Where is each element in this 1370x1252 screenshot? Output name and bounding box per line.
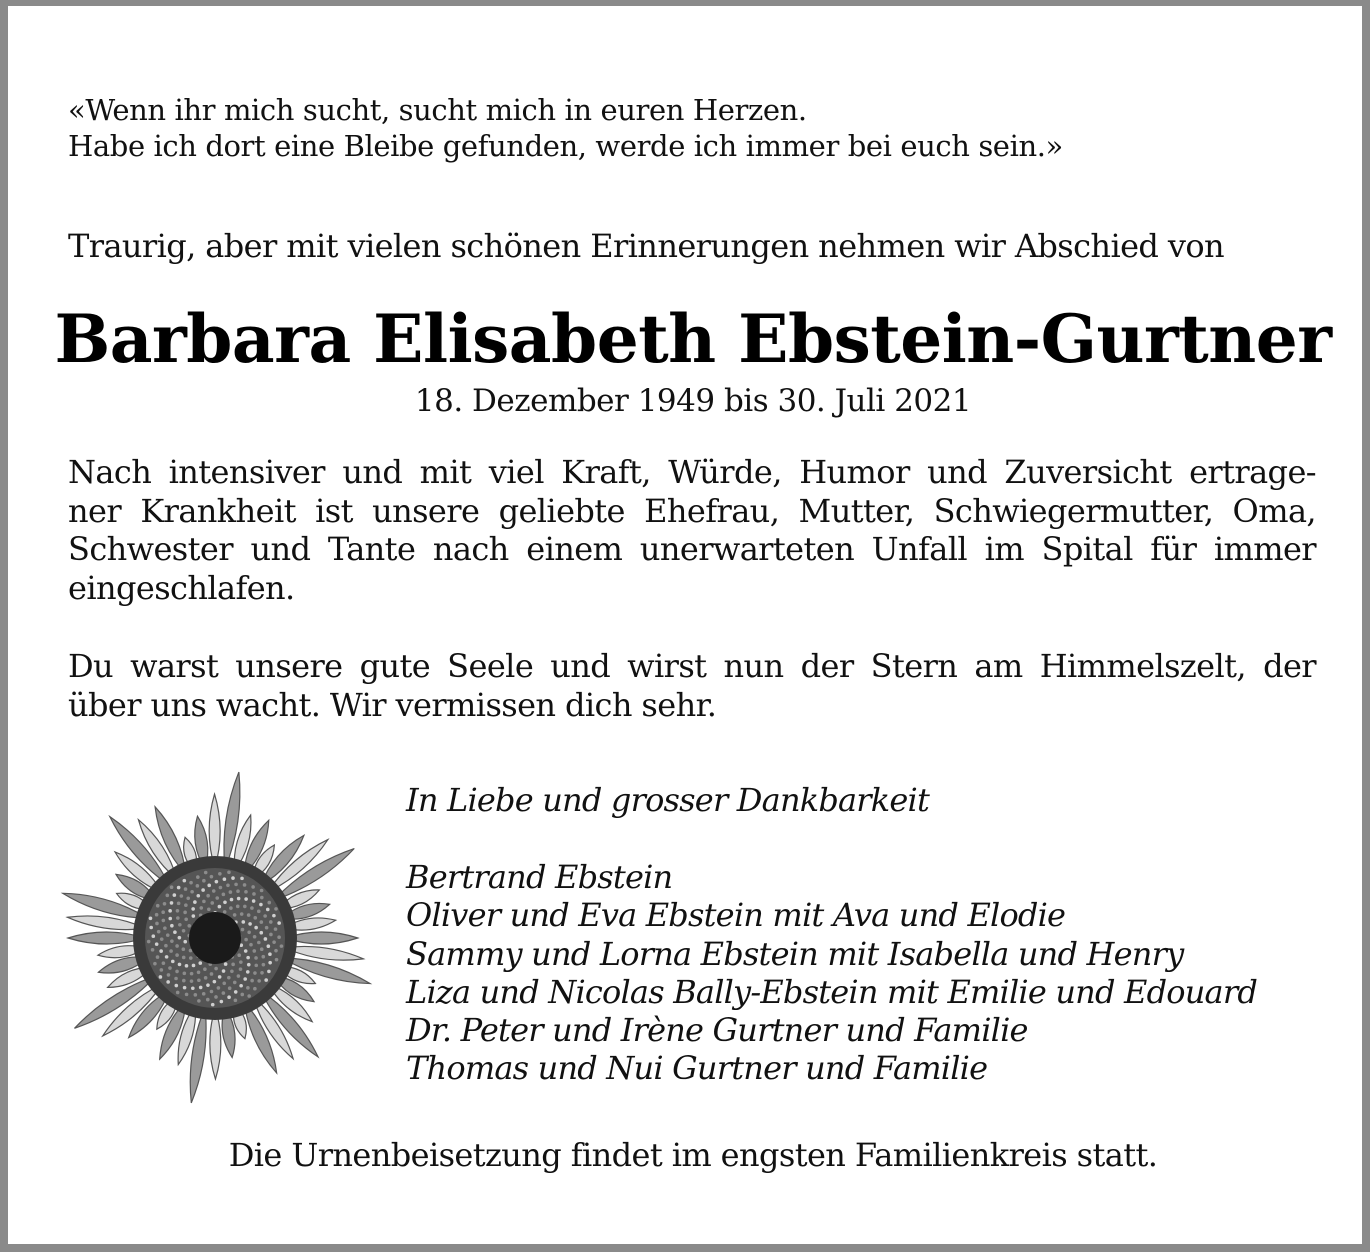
sunflower-seed <box>275 958 279 962</box>
signoff-text: In Liebe und grosser Dankbarkeit <box>406 781 930 819</box>
mourner-name: Liza und Nicolas Bally-Ebstein mit Emilie und Edouard <box>406 972 1258 1011</box>
sunflower-seed <box>230 898 234 902</box>
sunflower-seed <box>227 995 231 999</box>
sunflower-seed <box>237 897 241 901</box>
mourner-name: Thomas und Nui Gurtner und Familie <box>406 1049 988 1088</box>
sunflower-seed <box>274 927 278 931</box>
sunflower-seed <box>260 896 264 900</box>
sunflower-seed <box>174 977 178 981</box>
sunflower-seed <box>222 991 226 995</box>
sunflower-seed <box>272 914 276 918</box>
sunflower-seed <box>183 879 187 883</box>
sunflower-seed <box>249 943 253 947</box>
sunflower-seed <box>168 909 172 913</box>
sunflower-seed <box>192 964 196 968</box>
sunflower-seed <box>162 919 166 923</box>
sunflower-seed <box>259 931 263 935</box>
sunflower-seed <box>240 912 244 916</box>
sunflower-seed <box>268 961 272 965</box>
sunflower-seed <box>222 981 226 985</box>
sunflower-seed <box>242 920 246 924</box>
sunflower-seed <box>253 916 257 920</box>
sunflower-seed <box>231 876 235 880</box>
sunflower-seed <box>267 901 271 905</box>
sunflower-seed <box>233 913 237 917</box>
sunflower-seed <box>231 963 235 967</box>
sunflower-seed <box>160 937 164 941</box>
sunflower-seed <box>251 885 255 889</box>
sunflower-seed <box>191 986 195 990</box>
sunflower-seed <box>248 922 252 926</box>
sunflower-seed <box>210 972 214 976</box>
sunflower-seed <box>153 962 157 966</box>
sunflower-seed <box>234 990 238 994</box>
sunflower-seed <box>210 901 214 905</box>
sunflower-seed <box>215 896 219 900</box>
sunflower-seed <box>246 986 250 990</box>
sunflower-seed <box>155 942 159 946</box>
sunflower-seed <box>227 870 231 874</box>
sunflower-seed <box>218 975 222 979</box>
sunflower-seed <box>190 972 194 976</box>
sunflower-seed <box>223 910 227 914</box>
paragraph-line: Du warst unsere gute Seele und wirst nun der Stern am Himmelszelt, der <box>68 647 1316 685</box>
sunflower-seed <box>164 944 168 948</box>
sunflower-seed <box>159 975 163 979</box>
sunflower-seed <box>163 926 167 930</box>
sunflower-seed <box>168 966 172 970</box>
sunflower-seed <box>233 981 237 985</box>
sunflower-seed <box>224 962 228 966</box>
sunflower-seed <box>193 900 197 904</box>
sunflower-seed <box>222 969 226 973</box>
sunflower-seed <box>203 967 207 971</box>
sunflower-seed <box>166 933 170 937</box>
sunflower-seed <box>222 893 226 897</box>
sunflower-seed <box>184 887 188 891</box>
tribute-paragraph <box>68 453 1316 607</box>
mourner-name: Sammy und Lorna Ebstein mit Isabella und Henry <box>406 934 1184 973</box>
paragraph-line: Nach intensiver und mit viel Kraft, Würde, Humor und Zuversicht ertrage- <box>68 453 1316 491</box>
paragraph-line: über uns wacht. Wir vermissen dich sehr. <box>68 685 717 724</box>
sunflower-seed <box>177 886 181 890</box>
sunflower-seed <box>247 913 251 917</box>
sunflower-seed <box>176 991 180 995</box>
sunflower-seed <box>197 978 201 982</box>
sunflower-seed <box>211 1003 215 1007</box>
sunflower-seed <box>259 903 263 907</box>
sunflower-seed <box>237 974 241 978</box>
sunflower-seed <box>183 940 187 944</box>
sunflower-seed <box>236 905 240 909</box>
sunflower-seed <box>173 893 177 897</box>
sunflower-seed <box>185 993 189 997</box>
sunflower-seed <box>252 899 256 903</box>
sunflower-seed <box>180 894 184 898</box>
sunflower-seed <box>243 883 247 887</box>
sunflower-seed <box>264 937 268 941</box>
sunflower-seed <box>264 978 268 982</box>
sunflower-seed <box>218 905 222 909</box>
sunflower-seed <box>247 963 251 967</box>
sunflower-seed <box>230 969 234 973</box>
sunflower-seed <box>223 877 227 881</box>
sunflower-seed <box>156 955 160 959</box>
sunflower-seed <box>244 897 248 901</box>
sunflower-seed <box>184 903 188 907</box>
sunflower-seed <box>239 967 243 971</box>
sunflower-seed <box>213 980 217 984</box>
sunflower-seed <box>182 956 186 960</box>
sunflower-seed <box>269 920 273 924</box>
sunflower-seed <box>274 949 278 953</box>
sunflower-seed <box>243 905 247 909</box>
sunflower-seed <box>212 889 216 893</box>
sunflower-seed <box>252 892 256 896</box>
sunflower-seed <box>240 877 244 881</box>
sunflower-seed <box>206 983 210 987</box>
mourner-name: Oliver und Eva Ebstein mit Ava und Elodie <box>406 896 1066 935</box>
sunflower-seed <box>175 953 179 957</box>
sunflower-seed <box>170 885 174 889</box>
sunflower-seed <box>229 906 233 910</box>
sunflower-seed <box>260 971 264 975</box>
paragraph-line: Schwester und Tante nach einem unerwarteten Unfall im Spital für immer <box>68 530 1316 568</box>
sunflower-seed <box>250 979 254 983</box>
sunflower-seed <box>206 894 210 898</box>
sunflower-seed <box>229 890 233 894</box>
sunflower-seed <box>178 963 182 967</box>
sunflower-seed <box>214 967 218 971</box>
sunflower-seed <box>198 961 202 965</box>
sunflower-seed <box>183 986 187 990</box>
sunflower-seed <box>234 999 238 1003</box>
sunflower-seed <box>197 970 201 974</box>
sunflower-seed <box>267 970 271 974</box>
sunflower-seed <box>151 948 155 952</box>
sunflower-seed <box>234 883 238 887</box>
sunflower-seed <box>159 949 163 953</box>
sunflower-seed <box>187 924 191 928</box>
sunflower-seed <box>202 992 206 996</box>
sunflower-seed <box>175 970 179 974</box>
sunflower-seed <box>196 875 200 879</box>
sunflower-seed <box>219 886 223 890</box>
sunflower-seed <box>183 972 187 976</box>
sunflower-seed <box>182 929 186 933</box>
sunflower-seed <box>166 980 170 984</box>
sunflower-seed <box>239 960 243 964</box>
sunflower-seed <box>239 984 243 988</box>
sunflower-seed <box>189 956 193 960</box>
sunflower-seed <box>167 973 171 977</box>
sunflower-seed <box>237 953 241 957</box>
sunflower-seed <box>196 894 200 898</box>
sunflower-seed <box>189 881 193 885</box>
sunflower-seed <box>240 993 244 997</box>
sunflower-seed <box>254 956 258 960</box>
sunflower-seed <box>210 990 214 994</box>
sunflower-seed <box>246 970 250 974</box>
sunflower-seed <box>155 913 159 917</box>
sunflower-seed <box>277 935 281 939</box>
sunflower-seed <box>228 986 232 990</box>
sunflower-seed <box>257 979 261 983</box>
life-dates: 18. Dezember 1949 bis 30. Juli 2021 <box>414 383 972 419</box>
sunflower-seed <box>266 908 270 912</box>
sunflower-seed <box>207 884 211 888</box>
sunflower-seed <box>220 1000 224 1004</box>
sunflower-seed <box>274 907 278 911</box>
sunflower-seed <box>162 961 166 965</box>
sunflower-seed <box>272 940 276 944</box>
sunflower-seed <box>166 894 170 898</box>
sunflower-center-core <box>189 912 241 964</box>
remembrance-paragraph <box>68 647 1316 724</box>
sunflower-seed <box>206 998 210 1002</box>
sunflower-seed <box>243 977 247 981</box>
sunflower-seed <box>178 923 182 927</box>
sunflower-seed <box>165 955 169 959</box>
sunflower-seed <box>207 907 211 911</box>
sunflower-seed <box>244 890 248 894</box>
epigraph-quote <box>68 92 1063 164</box>
sunflower-seed <box>171 960 175 964</box>
sunflower-seed <box>269 933 273 937</box>
sunflower-seed <box>247 994 251 998</box>
sunflower-seed <box>223 900 227 904</box>
sunflower-seed <box>204 871 208 875</box>
sunflower-seed <box>182 979 186 983</box>
sunflower-seed <box>183 911 187 915</box>
sunflower-seed <box>170 939 174 943</box>
sunflower-seed <box>173 930 177 934</box>
sunflower-seed <box>196 884 200 888</box>
sunflower-icon <box>42 763 388 1109</box>
sunflower-seed <box>190 979 194 983</box>
sunflower-seed <box>182 947 186 951</box>
mourner-name: Bertrand Ebstein <box>406 858 673 896</box>
sunflower-seed <box>218 872 222 876</box>
sunflower-seed <box>177 902 181 906</box>
sunflower-seed <box>163 902 167 906</box>
sunflower-seed <box>170 924 174 928</box>
sunflower-seed <box>261 955 265 959</box>
mourner-name: Dr. Peter und Irène Gurtner und Familie <box>406 1011 1028 1050</box>
sunflower-seed <box>267 944 271 948</box>
sunflower-seed <box>227 976 231 980</box>
sunflower-seed <box>254 926 258 930</box>
sunflower-seed <box>176 916 180 920</box>
sunflower-seed <box>199 986 203 990</box>
sunflower-seed <box>260 920 264 924</box>
sunflower-seed <box>185 964 189 968</box>
sunflower-seed <box>169 949 173 953</box>
sunflower-seed <box>254 964 258 968</box>
sunflower-seed <box>260 889 264 893</box>
sunflower-seed <box>253 987 257 991</box>
intro-text: Traurig, aber mit vielen schönen Erinnerungen nehmen wir Abschied von <box>68 227 1225 265</box>
sunflower-seed <box>253 935 257 939</box>
sunflower-seed <box>214 995 218 999</box>
sunflower-seed <box>191 907 195 911</box>
sunflower-seed <box>201 888 205 892</box>
sunflower-seed <box>277 921 281 925</box>
sunflower-seed <box>184 917 188 921</box>
sunflower-seed <box>186 896 190 900</box>
sunflower-seed <box>246 956 250 960</box>
sunflower-seed <box>260 947 264 951</box>
quote-line: «Wenn ihr mich sucht, sucht mich in euren Herzen. <box>68 93 807 127</box>
mourners-list <box>406 858 1257 1088</box>
sunflower-seed <box>175 944 179 948</box>
sunflower-seed <box>236 889 240 893</box>
sunflower-seed <box>217 986 221 990</box>
sunflower-seed <box>190 890 194 894</box>
sunflower-seed <box>160 968 164 972</box>
sunflower-seed <box>149 926 153 930</box>
sunflower-seed <box>147 940 151 944</box>
sunflower-seed <box>161 910 165 914</box>
sunflower-seed <box>157 930 161 934</box>
sunflower-seed <box>151 934 155 938</box>
sunflower-seed <box>194 993 198 997</box>
sunflower-seed <box>204 976 208 980</box>
sunflower-seed <box>176 909 180 913</box>
sunflower-seed <box>226 883 230 887</box>
sunflower-seed <box>149 916 153 920</box>
sunflower-seed <box>263 914 267 918</box>
sunflower-seed <box>174 984 178 988</box>
sunflower-seed <box>241 928 245 932</box>
sunflower-seed <box>170 901 174 905</box>
sunflower-seed <box>257 910 261 914</box>
sunflower-seed <box>280 944 284 948</box>
sunflower-seed <box>155 922 159 926</box>
sunflower-seed <box>252 949 256 953</box>
sunflower-seed <box>156 904 160 908</box>
sunflower-seed <box>247 931 251 935</box>
sunflower-seed <box>250 906 254 910</box>
sunflower-seed <box>244 938 248 942</box>
sunflower-seed <box>253 971 257 975</box>
sunflower-seed <box>192 914 196 918</box>
burial-notice: Die Urnenbeisetzung findet im engsten Familienkreis statt. <box>228 1136 1158 1174</box>
sunflower-seed <box>244 949 248 953</box>
sunflower-seed <box>268 952 272 956</box>
quote-line: Habe ich dort eine Bleibe gefunden, werde ich immer bei euch sein.» <box>68 129 1063 163</box>
sunflower-seed <box>215 880 219 884</box>
sunflower-seed <box>265 926 269 930</box>
sunflower-seed <box>199 906 203 910</box>
paragraph-line: ner Krankheit ist unsere geliebte Ehefrau, Mutter, Schwiegermutter, Oma, <box>68 491 1316 530</box>
deceased-name: Barbara Elisabeth Ebstein-Gurtner <box>54 300 1332 378</box>
sunflower-seed <box>210 875 214 879</box>
sunflower-seed <box>168 917 172 921</box>
sunflower-seed <box>262 963 266 967</box>
sunflower-seed <box>257 941 261 945</box>
sunflower-seed <box>202 900 206 904</box>
sunflower-seed <box>178 936 182 940</box>
sunflower-seed <box>202 879 206 883</box>
paragraph-line: eingeschlafen. <box>68 568 295 607</box>
sunflower-seed <box>197 999 201 1003</box>
